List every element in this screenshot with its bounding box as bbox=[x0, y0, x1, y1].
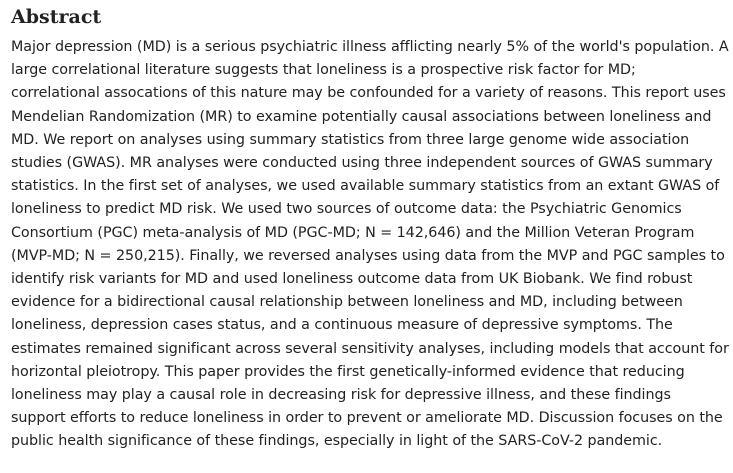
abstract-body: Major depression (MD) is a serious psychiatric illness afflicting nearly 5% of the world's population. A large correlational literature suggests that loneliness is a prospective risk factor for MD; correlational assocations of this nature may be confounded for a variety of reasons. This report uses Mendelian Randomization (MR) to examine potentially causal associations between loneliness and MD. We report on analyses using summary statistics from three large genome wide association studies (GWAS). MR analyses were conducted using three independent sources of GWAS summary statistics. In the first set of analyses, we used available summary statistics from an extant GWAS of loneliness to predict MD risk. We used two sources of outcome data: the Psychiatric Genomics Consortium (PGC) meta-analysis of MD (PGC-MD; N = 142,646) and the Million Veteran Program (MVP-MD; N = 250,215). Finally, we reversed analyses using data from the MVP and PGC samples to identify risk variants for MD and used loneliness outcome data from UK Biobank. We find robust evidence for a bidirectional causal relationship between loneliness and MD, including between loneliness, depression cases status, and a continuous measure of depressive symptoms. The estimates remained significant across several sensitivity analyses, including models that account for horizontal pleiotropy. This paper provides the first genetically-informed evidence that reducing loneliness may play a causal role in decreasing risk for depressive illness, and these findings support efforts to reduce loneliness in order to prevent or ameliorate MD. Discussion focuses on the public health significance of these findings, especially in light of the SARS-CoV-2 pandemic. bbox=[11, 39, 729, 450]
abstract-heading: Abstract bbox=[11, 6, 102, 28]
